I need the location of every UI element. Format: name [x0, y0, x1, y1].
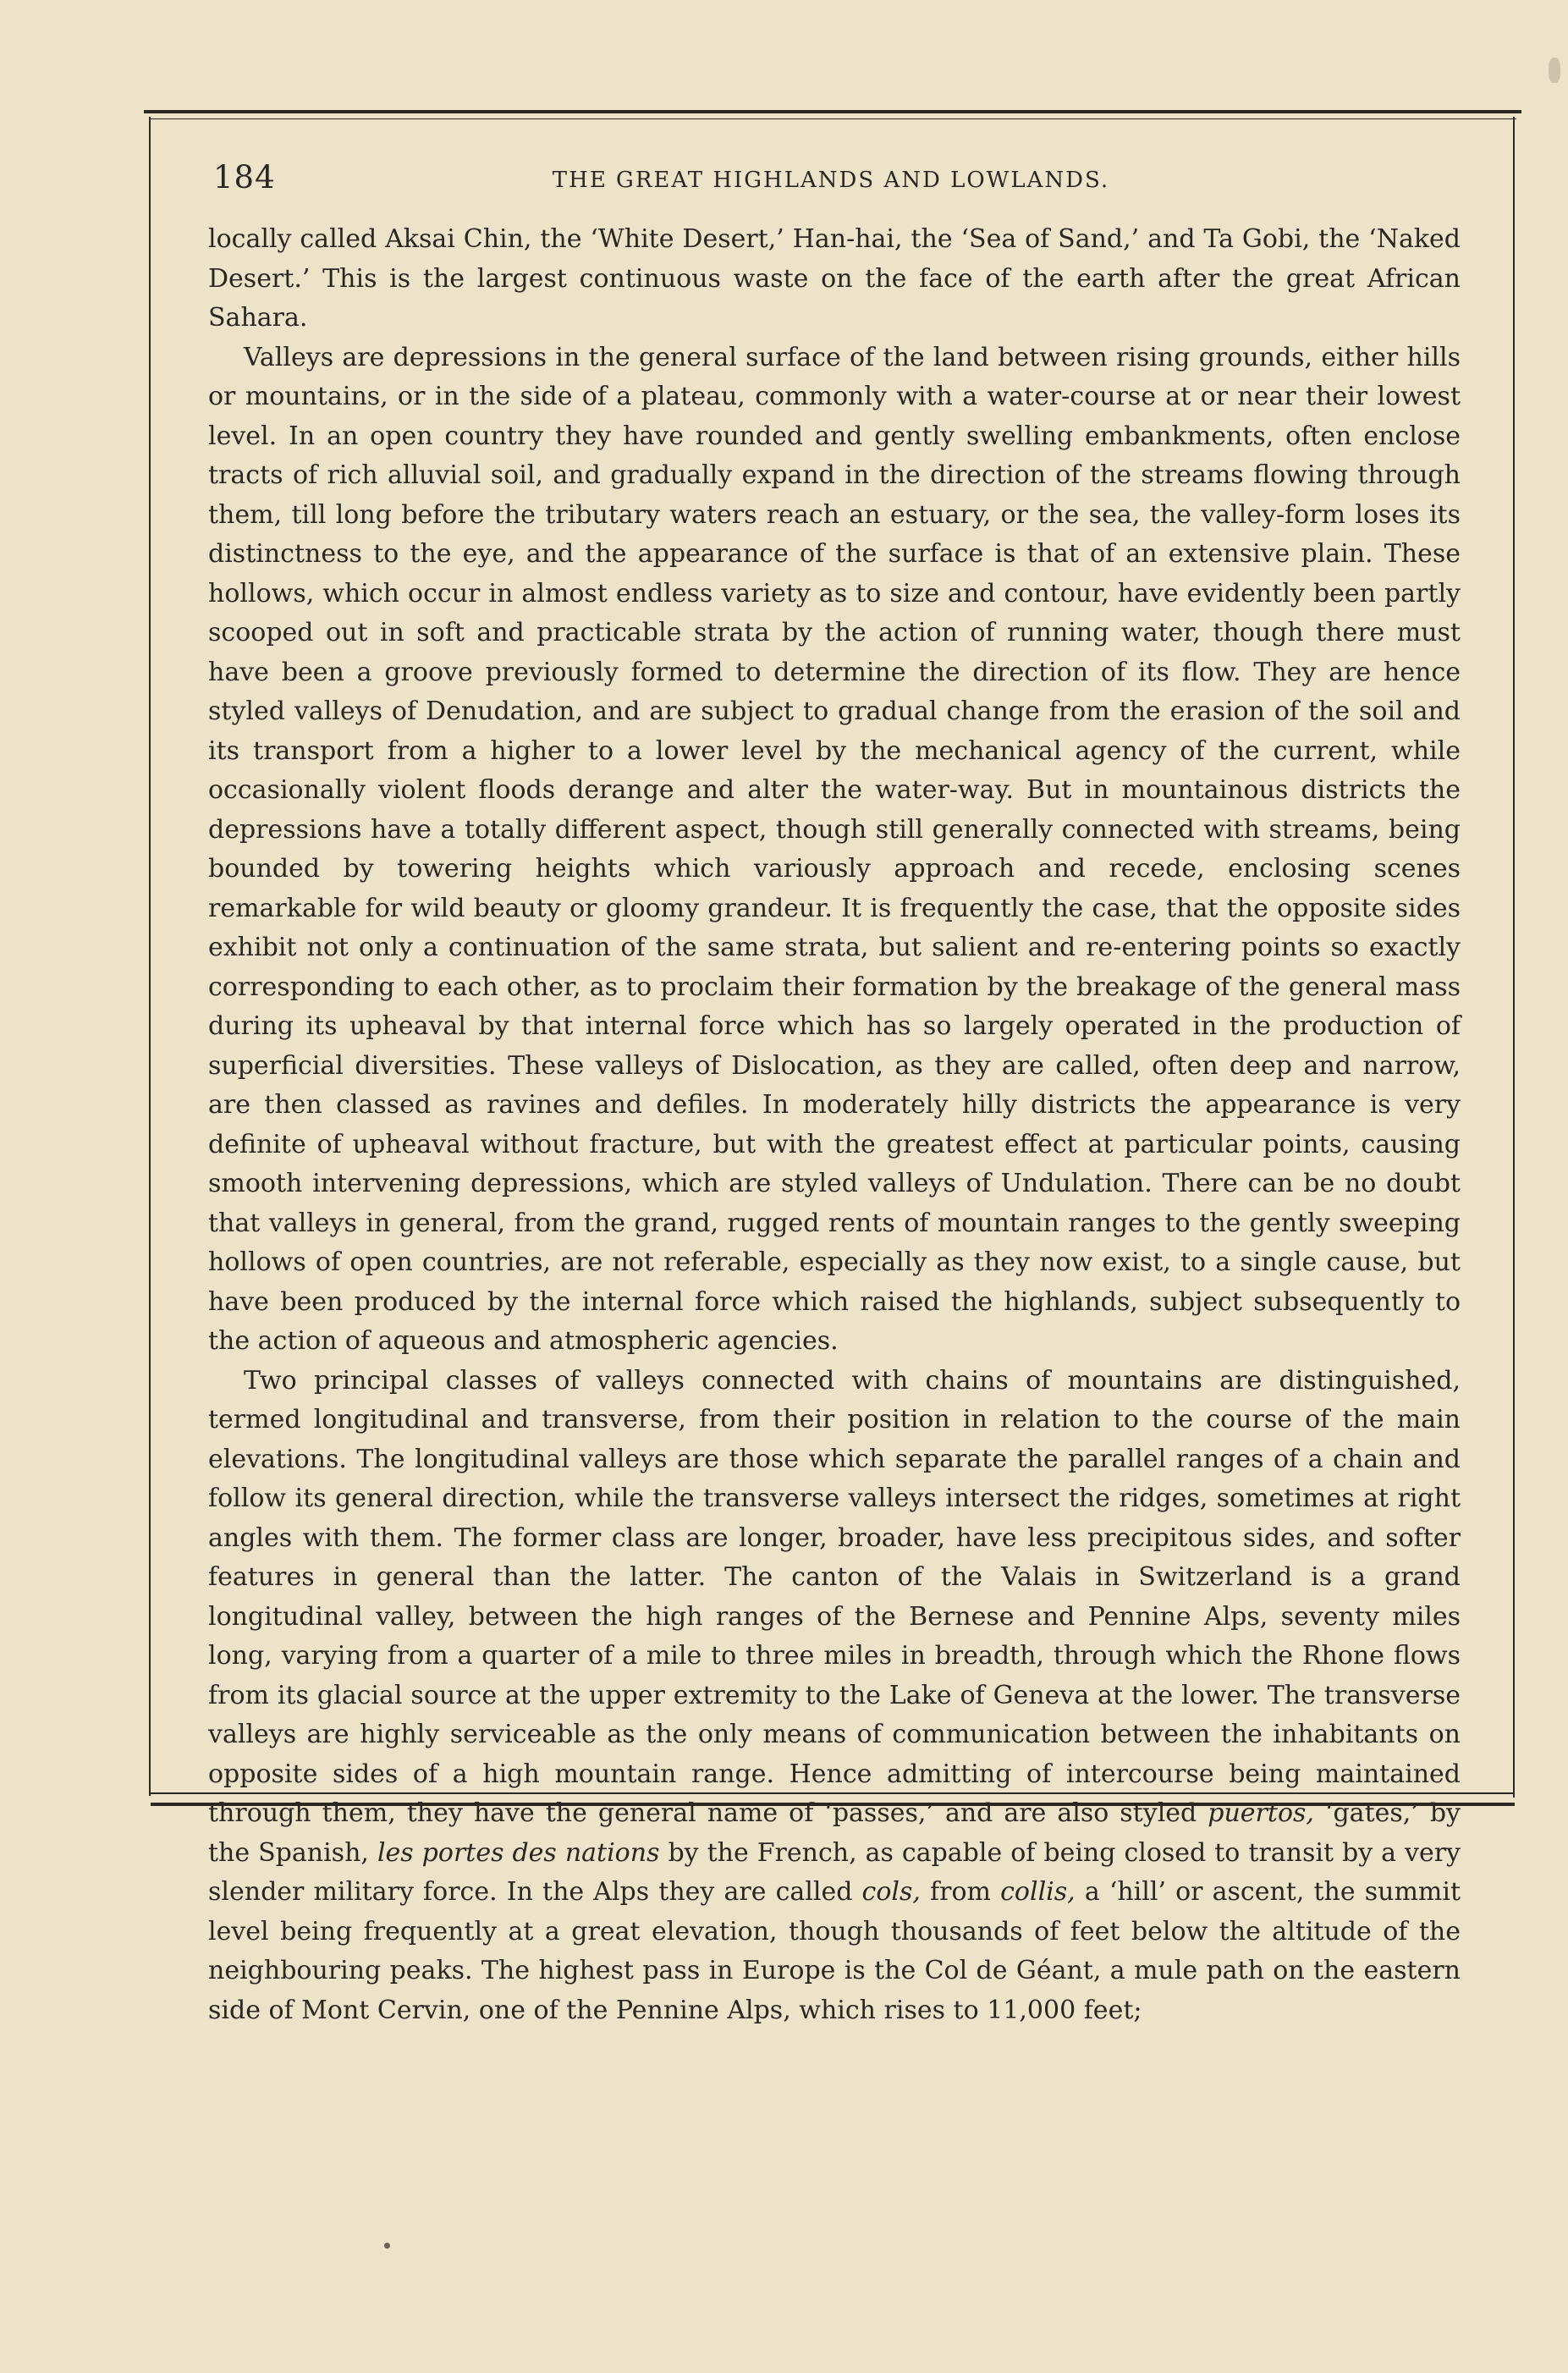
italic-term-collis: collis, — [1000, 1877, 1076, 1907]
paragraph-3-text-4: from — [920, 1877, 1001, 1907]
top-border-rule — [144, 110, 1521, 113]
paragraph-1: locally called Aksai Chin, the ‘White Desert,’ Han-hai, the ‘Sea of Sand,’ and Ta Gobi, the ‘Naked Desert.’ This is the largest continuous waste on the face of the earth after the great African Sahara. — [208, 224, 1461, 333]
page-number: 184 — [213, 159, 276, 195]
ink-dot — [384, 2243, 390, 2249]
italic-term-cols: cols, — [861, 1877, 921, 1907]
italic-term-puertos: puertos, — [1208, 1798, 1314, 1828]
paragraph-3 — [208, 1362, 1461, 2031]
top-border-inner-rule — [151, 118, 1516, 119]
paragraph-3-text-5: a ‘hill’ or ascent, the summit level being frequently at a great elevation, though thousands of feet below the altitude of the neighbouring peaks. The highest pass in Europe is the Col de Géant, a mule path on the eastern side of Mont Cervin, one of the Pennine Alps, which rises to 11,000 feet; — [208, 1877, 1461, 2025]
italic-term-les-portes: les portes des nations — [377, 1837, 660, 1868]
paragraph-3-text-3: by the French, as capable of being closed to transit by a very slender military force. In the Alps they are called — [208, 1837, 1461, 1907]
page-stain — [1549, 58, 1560, 83]
running-title: THE GREAT HIGHLANDS AND LOWLANDS. — [552, 168, 1110, 193]
right-border-rule — [1513, 117, 1515, 1798]
paragraph-3-text: Two principal classes of valleys connected with chains of mountains are distinguished, termed longitudinal and transverse, from their position in relation to the course of the main elevations. The longitudinal valleys are those which separate the parallel ranges of a chain and follow its general direction, while the transverse valleys intersect the ridges, sometimes at right angles with them. The former class are longer, broader, have less precipitous sides, and softer features in general than the latter. The canton of the Valais in Switzerland is a grand longitudinal valley, between the high ranges of the Bernese and Pennine Alps, seventy miles long, varying from a quarter of a mile to three miles in breadth, through which the Rhone flows from its glacial source at the upper extremity to the Lake of Geneva at the lower. The transverse valleys are highly serviceable as the only means of communication between the inhabitants on opposite sides of a high mountain range. Hence admitting of intercourse being maintained through them, they have the general name of ‘passes,’ and are also styled — [208, 1365, 1461, 1828]
left-border-rule — [149, 117, 151, 1796]
paragraph-2: Valleys are depressions in the general surface of the land between rising grounds, either hills or mountains, or in the side of a plateau, commonly with a water-course at or near their lowest level. In an open country they have rounded and gently swelling embankments, often enclose tracts of rich alluvial soil, and gradually expand in the direction of the streams flowing through them, till long before the tributary waters reach an estuary, or the sea, the valley-form loses its distinctness to the eye, and the appearance of the surface is that of an extensive plain. These hollows, which occur in almost endless variety as to size and contour, have evidently been partly scooped out in soft and practicable strata by the action of running water, though there must have been a groove previously formed to determine the direction of its flow. They are hence styled valleys of Denudation, and are subject to gradual change from the erasion of the soil and its transport from a higher to a lower level by the mechanical agency of the current, while occasionally violent floods derange and alter the water-way. But in mountainous districts the depressions have a totally different aspect, though still generally connected with streams, being bounded by towering heights which variously approach and recede, enclosing scenes remarkable for wild beauty or gloomy grandeur. It is frequently the case, that the opposite sides exhibit not only a continuation of the same strata, but salient and re-entering points so exactly corresponding to each other, as to proclaim their formation by the breakage of the general mass during its upheaval by that internal force which has so largely operated in the production of superficial diversities. These valleys of Dislocation, as they are called, often deep and narrow, are then classed as ravines and defiles. In moderately hilly districts the appearance is very definite of upheaval without fracture, but with the greatest effect at particular points, causing smooth intervening depressions, which are styled valleys of Undulation. There can be no doubt that valleys in general, from the grand, rugged rents of mountain ranges to the gently sweeping hollows of open countries, are not referable, especially as they now exist, to a single cause, but have been produced by the internal force which raised the highlands, subject subsequently to the action of aqueous and atmospheric agencies. — [208, 342, 1461, 1356]
page-header — [205, 159, 1457, 200]
paragraph-3-text-2: ‘gates,’ by the Spanish, — [208, 1798, 1461, 1868]
body-text — [208, 220, 1461, 2030]
